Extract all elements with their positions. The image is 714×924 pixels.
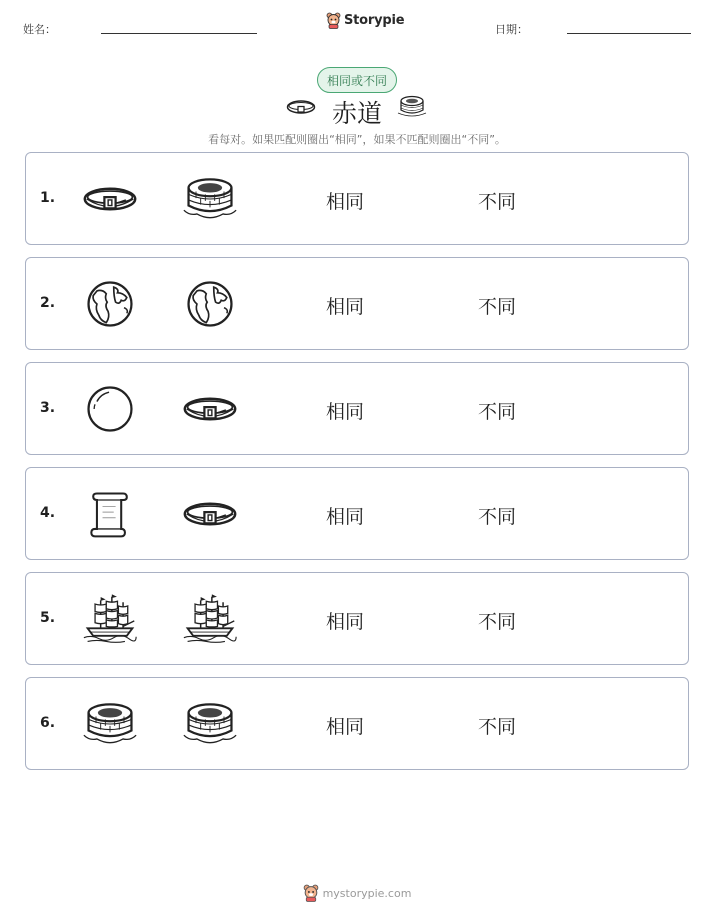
- globe-icon: [82, 278, 138, 330]
- worksheet-type-badge: 相同或不同: [317, 67, 397, 93]
- question-number: 1.: [40, 190, 56, 206]
- belt-icon: [182, 383, 238, 435]
- different-option[interactable]: 不同: [478, 296, 517, 318]
- belt-icon: [286, 98, 316, 120]
- storypie-logo: [326, 12, 404, 29]
- brand-name: Storypie: [344, 13, 405, 28]
- question-number: 3.: [40, 400, 56, 416]
- footer-url: mystorypie.com: [322, 886, 412, 900]
- well-icon: [397, 94, 427, 122]
- date-line[interactable]: [567, 33, 691, 34]
- question-row: [25, 257, 689, 350]
- belt-icon: [182, 488, 238, 540]
- different-option[interactable]: 不同: [478, 401, 517, 423]
- bubble-icon: [82, 383, 138, 435]
- ship-icon: [182, 593, 238, 645]
- question-row: [25, 152, 689, 245]
- different-option[interactable]: 不同: [478, 191, 517, 213]
- question-number: 6.: [40, 715, 56, 731]
- same-option[interactable]: 相同: [326, 401, 365, 423]
- question-row: [25, 467, 689, 560]
- well-icon: [182, 173, 238, 225]
- globe-icon: [182, 278, 238, 330]
- same-option[interactable]: 相同: [326, 716, 365, 738]
- belt-icon: [82, 173, 138, 225]
- ship-icon: [82, 593, 138, 645]
- same-option[interactable]: 相同: [326, 191, 365, 213]
- title-row: [0, 94, 714, 126]
- well-icon: [82, 698, 138, 750]
- same-option[interactable]: 相同: [326, 611, 365, 633]
- page-title: 赤道: [331, 99, 382, 128]
- question-number: 2.: [40, 295, 56, 311]
- date-label: 日期：: [495, 23, 528, 36]
- different-option[interactable]: 不同: [478, 611, 517, 633]
- question-row: [25, 362, 689, 455]
- bear-mascot-icon: [303, 884, 319, 902]
- name-line[interactable]: [101, 33, 257, 34]
- same-option[interactable]: 相同: [326, 506, 365, 528]
- name-label: 姓名：: [23, 23, 56, 36]
- bear-mascot-icon: [326, 12, 341, 29]
- same-option[interactable]: 相同: [326, 296, 365, 318]
- question-number: 5.: [40, 610, 56, 626]
- instructions: 看每对。如果匹配则圈出“相同”，如果不匹配则圈出“不同”。: [208, 133, 506, 146]
- different-option[interactable]: 不同: [478, 716, 517, 738]
- question-row: [25, 677, 689, 770]
- question-row: [25, 572, 689, 665]
- different-option[interactable]: 不同: [478, 506, 517, 528]
- footer: [0, 884, 714, 902]
- scroll-icon: [82, 488, 138, 540]
- question-number: 4.: [40, 505, 56, 521]
- well-icon: [182, 698, 238, 750]
